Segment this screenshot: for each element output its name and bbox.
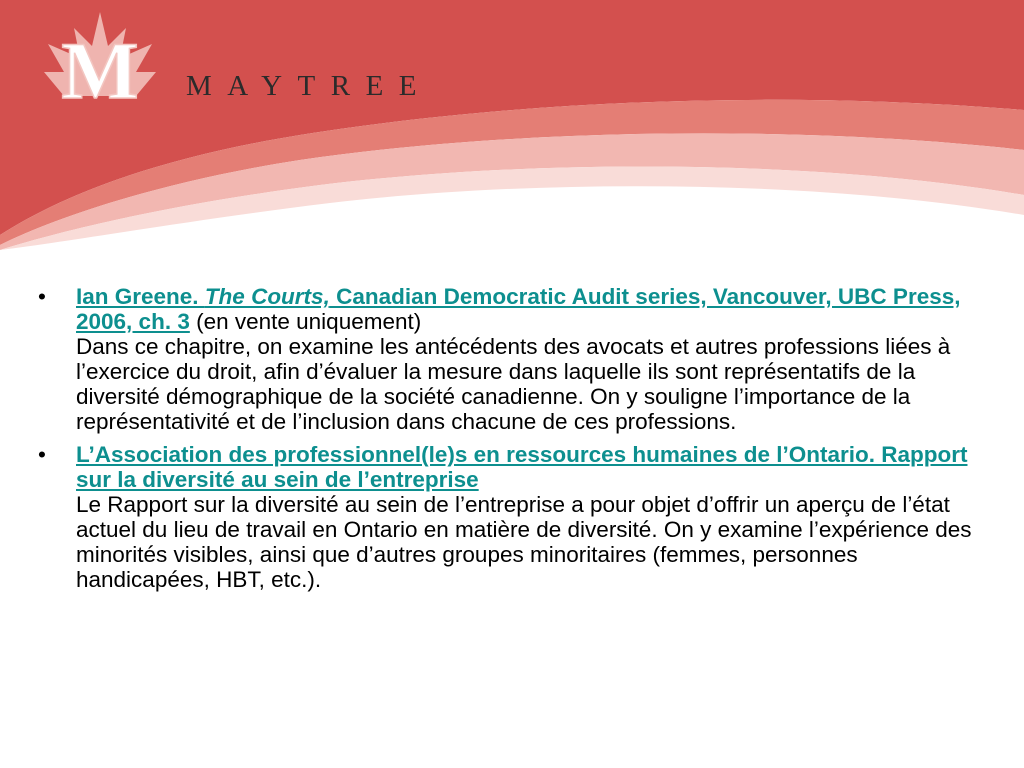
availability-note: (en vente uniquement) [189, 309, 422, 334]
logo-letter: M [61, 25, 139, 114]
brand-name: MAYTREE [186, 70, 432, 102]
item-description: Le Rapport sur la diversité au sein de l’entreprise a pour objet d’offrir un aperçu de l’état actuel du lieu de travail en Ontario en matière de diversité. On y examine l’expérience des minorités visibles, ainsi que d’autres groupes minoritaires (femmes, personnes handicapées, HBT, etc.). [76, 492, 972, 592]
bullet: • [38, 442, 46, 467]
link-details: Canadian Democratic Audit series, Vancouver, UBC Press, 2006, ch. 3 [76, 284, 961, 334]
resource-list [38, 284, 988, 600]
logo-mark [40, 24, 160, 114]
list-item [38, 284, 988, 434]
link-title: The Courts, [204, 284, 330, 309]
item-description: Dans ce chapitre, on examine les antécédents des avocats et autres professions liées à l’exercice du droit, afin d’évaluer la mesure dans laquelle ils sont représentatifs de la diversité démographique de la société canadienne. On y souligne l’importance de la représentativité et de l’inclusion dans chacune de ces professions. [76, 334, 951, 434]
list-item [38, 442, 988, 592]
link-author: Ian Greene. [76, 284, 205, 309]
header-banner [0, 0, 1024, 250]
resource-link-diversity-report[interactable]: L’Association des professionnel(le)s en ressources humaines de l’Ontario. Rapport sur la diversité au sein de l’entreprise [76, 442, 968, 492]
bullet: • [38, 284, 46, 309]
